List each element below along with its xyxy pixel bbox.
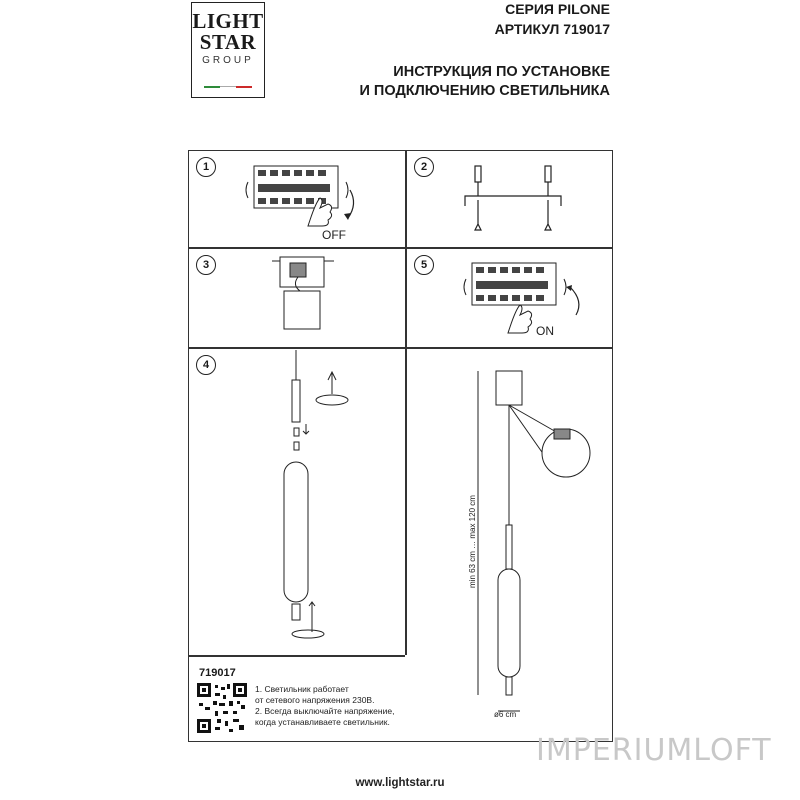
logo-text-star: STAR xyxy=(199,30,257,54)
note-line-4: когда устанавливаете светильник. xyxy=(255,717,390,727)
screw-icon xyxy=(475,200,481,230)
circuit-breaker-icon xyxy=(458,257,588,342)
step-number-5: 5 xyxy=(414,255,434,275)
canopy-wiring-icon xyxy=(270,255,340,335)
step-number-4: 4 xyxy=(196,355,216,375)
note-line-1: 1. Светильник работает xyxy=(255,684,349,694)
grid-divider-row2 xyxy=(188,347,613,349)
italian-flag-icon xyxy=(204,86,252,88)
instruction-title-line1: ИНСТРУКЦИЯ ПО УСТАНОВКЕ xyxy=(393,64,610,80)
hand-icon xyxy=(508,305,532,333)
logo-text-light: LIGHT xyxy=(192,9,264,33)
logo-text-group: GROUP xyxy=(202,55,254,66)
step-number-3: 3 xyxy=(196,255,216,275)
grid-divider-vertical xyxy=(405,150,407,655)
instruction-title-line2: И ПОДКЛЮЧЕНИЮ СВЕТИЛЬНИКА xyxy=(359,83,610,99)
grid-divider-footer xyxy=(188,655,405,657)
qr-code-icon xyxy=(197,683,247,733)
note-line-3: 2. Всегда выключайте напряжение, xyxy=(255,706,395,716)
model-number: 719017 xyxy=(199,667,236,679)
series-heading: СЕРИЯ PILONE xyxy=(505,1,610,17)
pendant-lamp-dimension-drawing xyxy=(480,365,600,715)
circuit-breaker-icon xyxy=(240,160,370,245)
step-number-1: 1 xyxy=(196,157,216,177)
pendant-lamp-icon xyxy=(270,350,370,650)
brand-logo xyxy=(191,2,265,98)
watermark-text: IMPERIUMLOFT xyxy=(536,733,772,768)
diameter-dimension-label: ø6 cm xyxy=(494,710,517,719)
screw-icon xyxy=(545,200,551,230)
off-label: OFF xyxy=(322,228,346,242)
note-line-2: от сетевого напряжения 230В. xyxy=(255,695,375,705)
grid-divider-row1 xyxy=(188,247,613,249)
website-link[interactable]: www.lightstar.ru xyxy=(355,777,445,789)
step-number-2: 2 xyxy=(414,157,434,177)
mounting-bracket-icon xyxy=(455,160,575,240)
on-label: ON xyxy=(536,324,554,338)
height-dimension-label: min 63 cm … max 120 cm xyxy=(468,495,477,588)
article-heading: АРТИКУЛ 719017 xyxy=(494,21,610,37)
